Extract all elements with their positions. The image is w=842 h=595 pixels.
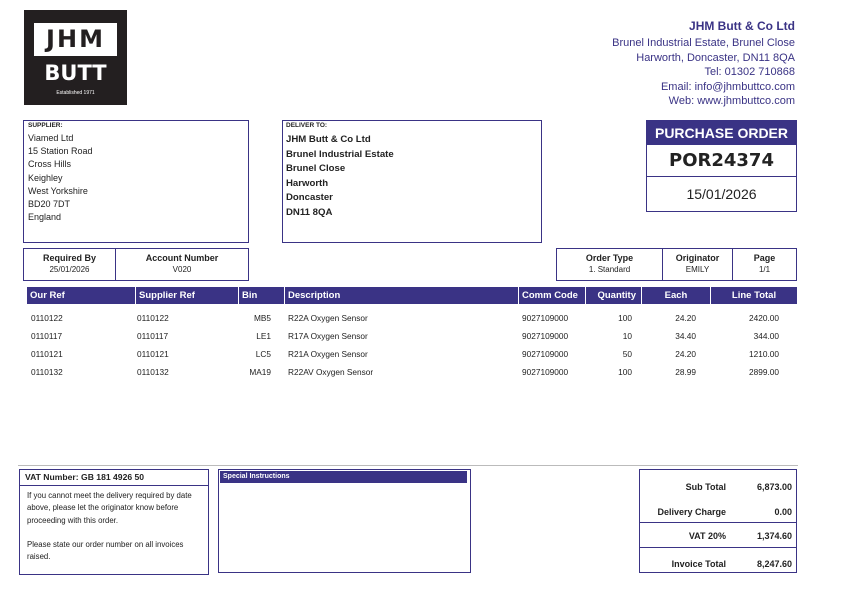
delivery-charge-label: Delivery Charge bbox=[657, 507, 726, 517]
supplier-line: BD20 7DT bbox=[28, 199, 71, 210]
cell-each: 24.20 bbox=[675, 313, 696, 323]
cell-bin: MA19 bbox=[249, 367, 271, 377]
totals-separator bbox=[640, 522, 796, 523]
col-our-ref: Our Ref bbox=[30, 290, 65, 301]
account-number-label: Account Number bbox=[145, 253, 219, 263]
sub-total-value: 6,873.00 bbox=[756, 482, 792, 492]
deliver-label: DELIVER TO: bbox=[286, 122, 328, 129]
cell-our-ref: 0110132 bbox=[31, 367, 63, 377]
table-row bbox=[27, 345, 797, 363]
cell-bin: MB5 bbox=[253, 313, 271, 323]
cell-line-total: 2420.00 bbox=[749, 313, 779, 323]
col-description: Description bbox=[284, 287, 518, 304]
order-info-box bbox=[556, 248, 797, 281]
logo-established: Established 1971 bbox=[56, 90, 95, 96]
order-type-value: 1. Standard bbox=[588, 265, 631, 274]
logo-top-text: JHM bbox=[34, 23, 117, 56]
cell-quantity: 10 bbox=[622, 331, 632, 341]
purchase-order-box bbox=[646, 120, 797, 212]
cell-our-ref: 0110122 bbox=[31, 313, 63, 323]
company-address1: Brunel Industrial Estate, Brunel Close bbox=[612, 37, 795, 49]
col-bin: Bin bbox=[238, 287, 284, 304]
invoice-total-label: Invoice Total bbox=[671, 559, 726, 569]
cell-each: 24.20 bbox=[675, 349, 696, 359]
cell-supplier-ref: 0110132 bbox=[137, 367, 169, 377]
col-supplier-ref: Supplier Ref bbox=[135, 287, 238, 304]
special-instructions-label: Special Instructions bbox=[220, 471, 467, 483]
order-type-label: Order Type bbox=[585, 253, 634, 263]
cell-line-total: 344.00 bbox=[753, 331, 779, 341]
vat-label: VAT 20% bbox=[688, 531, 726, 541]
cell-comm-code: 9027109000 bbox=[522, 331, 569, 341]
col-quantity: Quantity bbox=[585, 287, 641, 304]
supplier-address bbox=[28, 132, 244, 224]
deliver-line: JHM Butt & Co Ltd bbox=[286, 134, 371, 145]
company-logo bbox=[24, 10, 127, 105]
originator-cell bbox=[663, 249, 733, 280]
deliver-line: Doncaster bbox=[286, 192, 333, 204]
cell-supplier-ref: 0110122 bbox=[137, 313, 169, 323]
company-name: JHM Butt & Co Ltd bbox=[689, 19, 795, 33]
cell-our-ref: 0110117 bbox=[31, 331, 63, 341]
deliver-line: Brunel Industrial Estate bbox=[286, 148, 394, 160]
po-number: POR24374 bbox=[647, 145, 796, 177]
cell-description: R22AV Oxygen Sensor bbox=[288, 367, 374, 377]
table-row bbox=[27, 363, 797, 381]
deliver-line: DN11 8QA bbox=[286, 206, 333, 218]
page-label: Page bbox=[753, 253, 776, 263]
cell-line-total: 1210.00 bbox=[749, 349, 779, 359]
required-by-label: Required By bbox=[42, 253, 96, 263]
footer-divider bbox=[18, 465, 798, 466]
supplier-line: Cross Hills bbox=[28, 159, 72, 170]
required-by-cell bbox=[24, 249, 116, 280]
cell-comm-code: 9027109000 bbox=[522, 313, 569, 323]
cell-quantity: 50 bbox=[622, 349, 632, 359]
company-web[interactable]: Web: www.jhmbuttco.com bbox=[668, 95, 795, 108]
account-number-cell bbox=[116, 249, 248, 280]
cell-description: R21A Oxygen Sensor bbox=[288, 349, 368, 359]
totals-box bbox=[639, 469, 797, 573]
deliver-to-box bbox=[282, 120, 542, 243]
originator-label: Originator bbox=[675, 253, 720, 263]
col-line-total: Line Total bbox=[710, 287, 797, 304]
cell-description: R17A Oxygen Sensor bbox=[288, 331, 368, 341]
table-row bbox=[27, 327, 797, 345]
cell-supplier-ref: 0110117 bbox=[137, 331, 169, 341]
invoice-total-value: 8,247.60 bbox=[756, 559, 792, 569]
supplier-line: 15 Station Road bbox=[28, 146, 93, 157]
supplier-box bbox=[23, 120, 249, 243]
deliver-line: Harworth bbox=[286, 177, 329, 189]
company-tel: Tel: 01302 710868 bbox=[704, 66, 795, 79]
company-address2: Harworth, Doncaster, DN11 8QA bbox=[636, 51, 795, 64]
po-date: 15/01/2026 bbox=[686, 186, 757, 202]
order-type-cell bbox=[557, 249, 663, 280]
supplier-label: SUPPLIER: bbox=[28, 122, 63, 129]
special-instructions-box bbox=[218, 469, 471, 573]
vat-message bbox=[20, 486, 208, 563]
cell-line-total: 2899.00 bbox=[749, 367, 779, 377]
logo-bottom-text: BUTT bbox=[44, 61, 107, 85]
col-comm-code: Comm Code bbox=[518, 287, 585, 304]
deliver-line: Brunel Close bbox=[286, 163, 346, 175]
company-email[interactable]: Email: info@jhmbuttco.com bbox=[660, 80, 795, 93]
cell-bin: LE1 bbox=[256, 331, 271, 341]
supplier-line: Viamed Ltd bbox=[28, 133, 74, 143]
order-number-notice: Please state our order number on all invoices raised. bbox=[27, 539, 184, 562]
delivery-charge-value: 0.00 bbox=[774, 507, 792, 517]
items-table-header bbox=[27, 287, 797, 304]
cell-comm-code: 9027109000 bbox=[522, 367, 569, 377]
page-cell bbox=[733, 249, 796, 280]
totals-separator bbox=[640, 547, 796, 548]
account-number-value: V020 bbox=[172, 265, 192, 274]
supplier-line: Keighley bbox=[28, 172, 63, 183]
cell-quantity: 100 bbox=[618, 367, 632, 377]
cell-supplier-ref: 0110121 bbox=[137, 349, 169, 359]
cell-comm-code: 9027109000 bbox=[522, 349, 569, 359]
cell-each: 34.40 bbox=[675, 331, 696, 341]
cell-each: 28.99 bbox=[675, 367, 696, 377]
cell-bin: LC5 bbox=[255, 349, 271, 359]
sub-total-label: Sub Total bbox=[685, 482, 726, 492]
vat-value: 1,374.60 bbox=[756, 531, 792, 541]
vat-number: VAT Number: GB 181 4926 50 bbox=[20, 470, 208, 486]
company-info bbox=[612, 18, 795, 109]
required-by-value: 25/01/2026 bbox=[49, 265, 90, 274]
supplier-line: England bbox=[28, 212, 62, 223]
deliver-address bbox=[286, 133, 538, 221]
col-each: Each bbox=[641, 287, 710, 304]
delivery-notice: If you cannot meet the delivery required by date above, please let the originator know before proceeding with this order. bbox=[27, 491, 192, 525]
cell-description: R22A Oxygen Sensor bbox=[288, 313, 368, 323]
po-title: PURCHASE ORDER bbox=[647, 121, 796, 145]
supplier-line: West Yorkshire bbox=[28, 185, 88, 196]
page-value: 1/1 bbox=[758, 265, 771, 274]
cell-quantity: 100 bbox=[618, 313, 632, 323]
originator-value: EMILY bbox=[685, 265, 710, 274]
vat-box bbox=[19, 469, 209, 575]
required-account-box bbox=[23, 248, 249, 281]
table-row bbox=[27, 309, 797, 327]
special-instructions-text bbox=[219, 483, 470, 489]
cell-our-ref: 0110121 bbox=[31, 349, 63, 359]
